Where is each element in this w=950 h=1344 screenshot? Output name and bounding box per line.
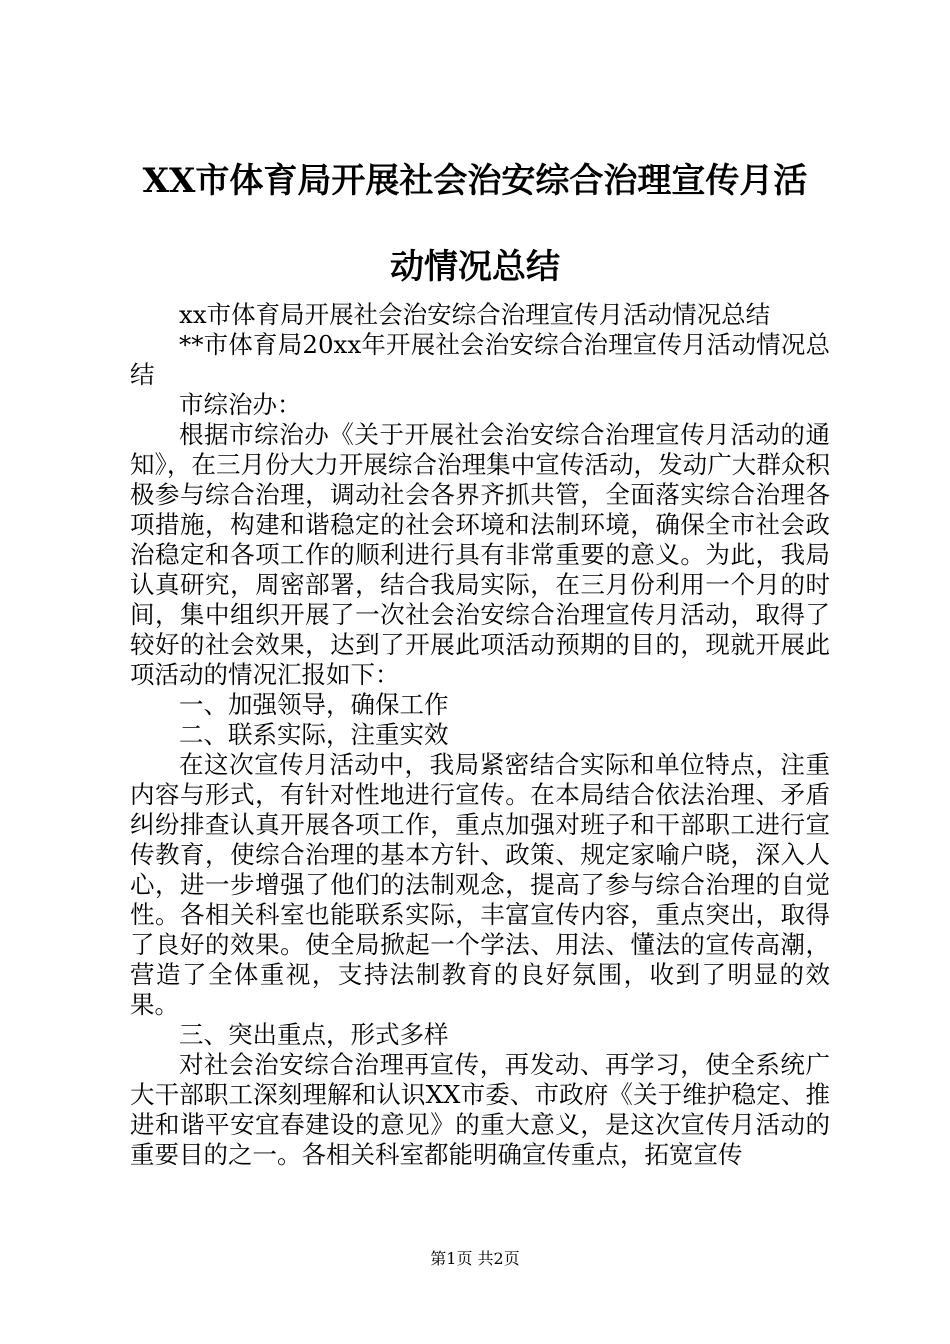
document-title-line-2: 动情况总结 — [390, 247, 560, 287]
document-body — [130, 300, 830, 1170]
document-title-line-1: XX市体育局开展社会治安综合治理宣传月活 — [142, 161, 808, 201]
paragraph-section-2: 在这次宣传月活动中，我局紧密结合实际和单位特点，注重内容与形式，有针对性地进行宣传。在本局结合依法治理、矛盾纠纷排查认真开展各项工作，重点加强对班子和干部职工进行宣传教育，使综合治理的基本方针、政策、规定家喻户晓，深入人心，进一步增强了他们的法制观念，提高了参与综合治理的自觉性。各相关科室也能联系实际，丰富宣传内容，重点突出，取得了良好的效果。使全局掀起一个学法、用法、懂法的宣传高潮，营造了全体重视，支持法制教育的良好氛围，收到了明显的效果。 — [130, 750, 830, 1019]
paragraph-addressee: 市综治办： — [179, 390, 302, 419]
section-heading-3: 三、突出重点，形式多样 — [179, 1020, 449, 1049]
paragraph-report-title: **市体育局20xx年开展社会治安综合治理宣传月活动情况总结 — [130, 330, 830, 389]
paragraph-section-3: 对社会治安综合治理再宣传，再发动、再学习，使全系统广大干部职工深刻理解和认识XX市委、市政府《关于维护稳定、推进和谐平安宜春建设的意见》的重大意义，是这次宣传月活动的重要目的之一。各相关科室都能明确宣传重点，拓宽宣传 — [130, 1050, 830, 1169]
section-heading-2: 二、联系实际，注重实效 — [179, 720, 449, 749]
paragraph-subtitle: xx市体育局开展社会治安综合治理宣传月活动情况总结 — [179, 300, 771, 329]
section-heading-1: 一、加强领导，确保工作 — [179, 690, 449, 719]
page-number-footer: 第1页 共2页 — [430, 1249, 520, 1268]
paragraph-intro: 根据市综治办《关于开展社会治安综合治理宣传月活动的通知》，在三月份大力开展综合治理集中宣传活动，发动广大群众积极参与综合治理，调动社会各界齐抓共管，全面落实综合治理各项措施，构建和谐稳定的社会环境和法制环境，确保全市社会政治稳定和各项工作的顺利进行具有非常重要的意义。为此，我局认真研究，周密部署，结合我局实际，在三月份利用一个月的时间，集中组织开展了一次社会治安综合治理宣传月活动，取得了较好的社会效果，达到了开展此项活动预期的目的，现就开展此项活动的情况汇报如下： — [130, 420, 830, 689]
